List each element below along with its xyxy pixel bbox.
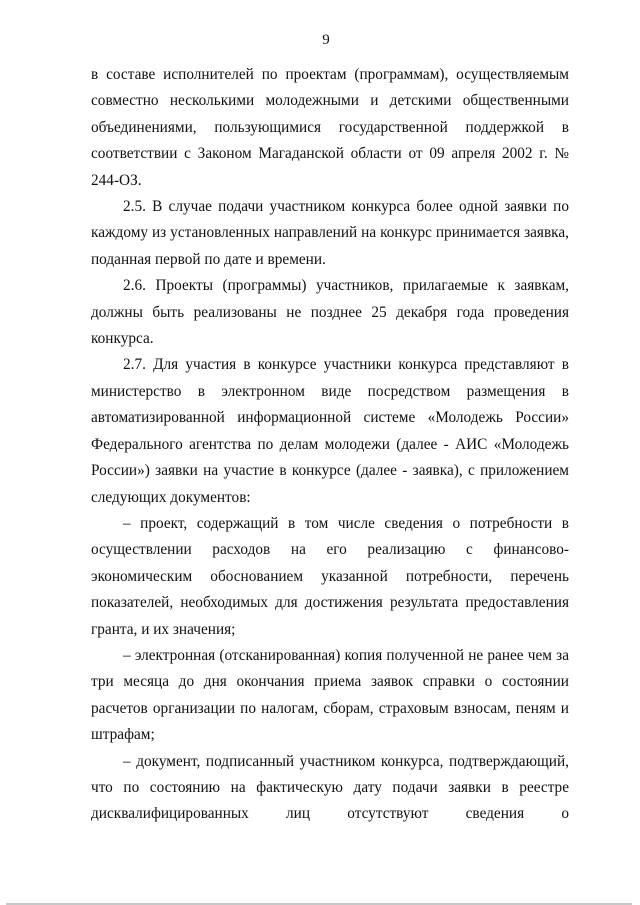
page-number: 9 — [322, 32, 330, 48]
document-body — [91, 62, 569, 828]
paragraph-2-6: 2.6. Проекты (программы) участников, прилагаемые к заявкам, должны быть реализованы не позднее 25 декабря года проведения конкурса. — [91, 277, 569, 348]
list-item-tax-certificate: – электронная (отсканированная) копия полученной не ранее чем за три месяца до дня окончания приема заявок справки о состоянии расчетов организации по налогам, сборам, страховым взносам, пеням и штрафам; — [91, 646, 569, 744]
list-item-disqualified-register: – документ, подписанный участником конкурса, подтверждающий, что по состоянию на фактическую дату подачи заявки в реестре дисквалифицированных лиц отсутствуют сведения о — [91, 752, 569, 823]
paragraph-2-5: 2.5. В случае подачи участником конкурса более одной заявки по каждому из установленных направлений на конкурс принимается заявка, поданная первой по дате и времени. — [91, 198, 569, 268]
paragraph-continuation: в составе исполнителей по проектам (программам), осуществляемым совместно несколькими молодежными и детскими общественными объединениями, пользующимися государственной поддержкой в соответствии с Законом Магаданской области от 09 апреля 2002 г. № 244-ОЗ. — [91, 66, 569, 189]
paragraph-2-7: 2.7. Для участия в конкурсе участники конкурса представляют в министерство в электронном виде посредством размещения в автоматизированной информационной системе «Молодежь России» Федерального агентства по делам молодежи (далее - АИС «Молодежь России») заявки на участие в конкурсе (далее - заявка), с приложением следующих документов: — [91, 356, 569, 506]
list-item-project: – проект, содержащий в том числе сведения о потребности в осуществлении расходов на его реализацию с финансово-экономическим обоснованием указанной потребности, перечень показателей, необходимых для достижения результата предоставления гранта, и их значения; — [91, 514, 569, 638]
